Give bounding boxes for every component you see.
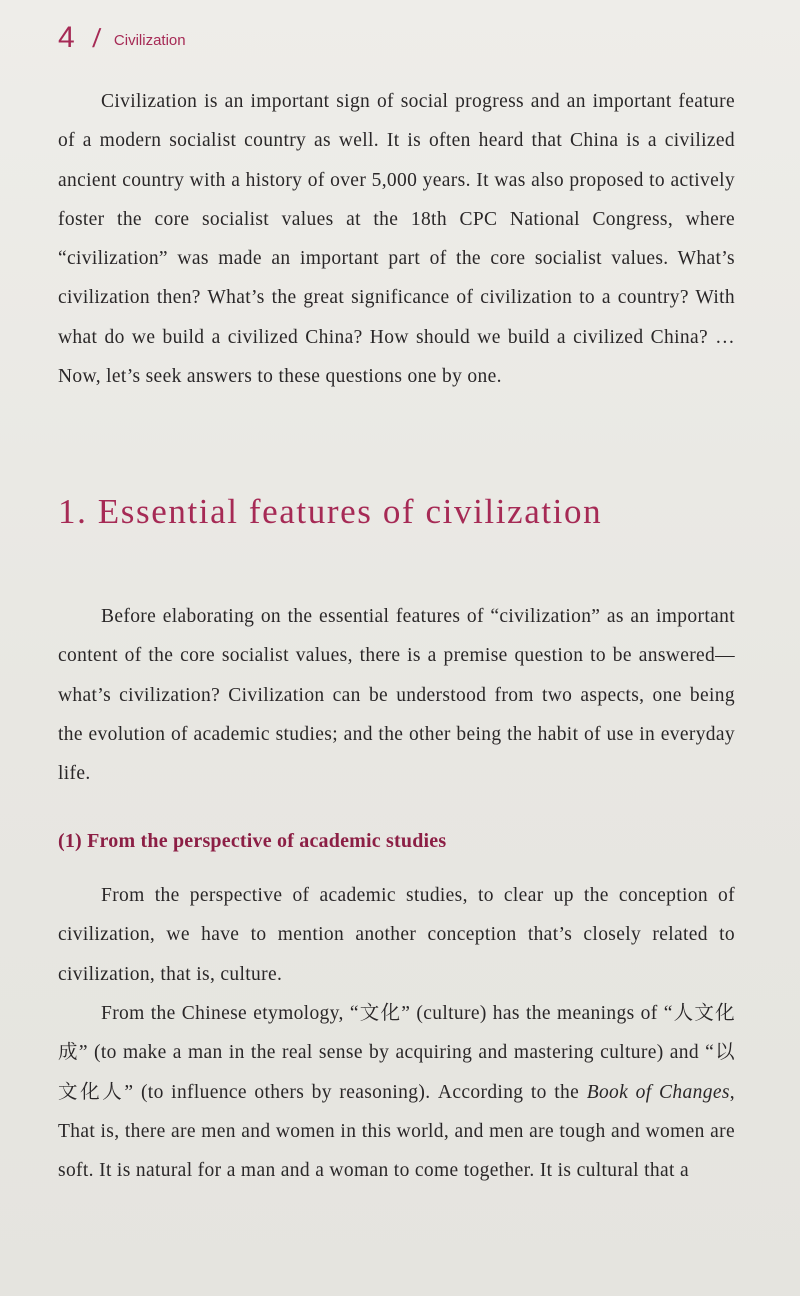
subsection-heading: (1) From the perspective of academic studies <box>58 830 447 852</box>
paragraph-2-text-a: From the Chinese etymology, “文化” (culture) has the meanings of “人文化成” (to make a man in the real sense by acquiring and mastering culture) and “以文化人” (to influence others by reasoning). According to the <box>58 1003 735 1103</box>
header-separator: / <box>91 22 102 53</box>
section-title: 1. Essential features of civilization <box>58 492 603 531</box>
book-title: Book of Changes <box>586 1081 730 1103</box>
subsection-paragraph-2 <box>58 994 735 1190</box>
running-header <box>58 18 186 58</box>
subsection-paragraph-1: From the perspective of academic studies, to clear up the conception of civilization, we have to mention another conception that’s closely related to civilization, that is, culture. <box>58 885 735 985</box>
running-title: Civilization <box>113 31 186 49</box>
page-number: 4 <box>58 21 75 54</box>
section-paragraph: Before elaborating on the essential features of “civilization” as an important content of the core socialist values, there is a premise question to be answered—what’s civilization? Civilization can be understood from two aspects, one being the evolution of academic studies; and the other being the habit of use in everyday life. <box>58 606 735 785</box>
paragraph-2-text-b: , That is, there are men and women in this world, and men are tough and women are soft. It is natural for a man and a woman to come together. It is cultural that a <box>58 1081 735 1182</box>
intro-paragraph: Civilization is an important sign of social progress and an important feature of a modern socialist country as well. It is often heard that China is a civilized ancient country with a history of over 5,000 years. It was also proposed to actively foster the core socialist values at the 18th CPC National Congress, where “civilization” was made an important part of the core socialist values. What’s civilization then? What’s the great significance of civilization to a country? With what do we build a civilized China? How should we build a civilized China? … Now, let’s seek answers to these questions one by one. <box>58 91 735 388</box>
